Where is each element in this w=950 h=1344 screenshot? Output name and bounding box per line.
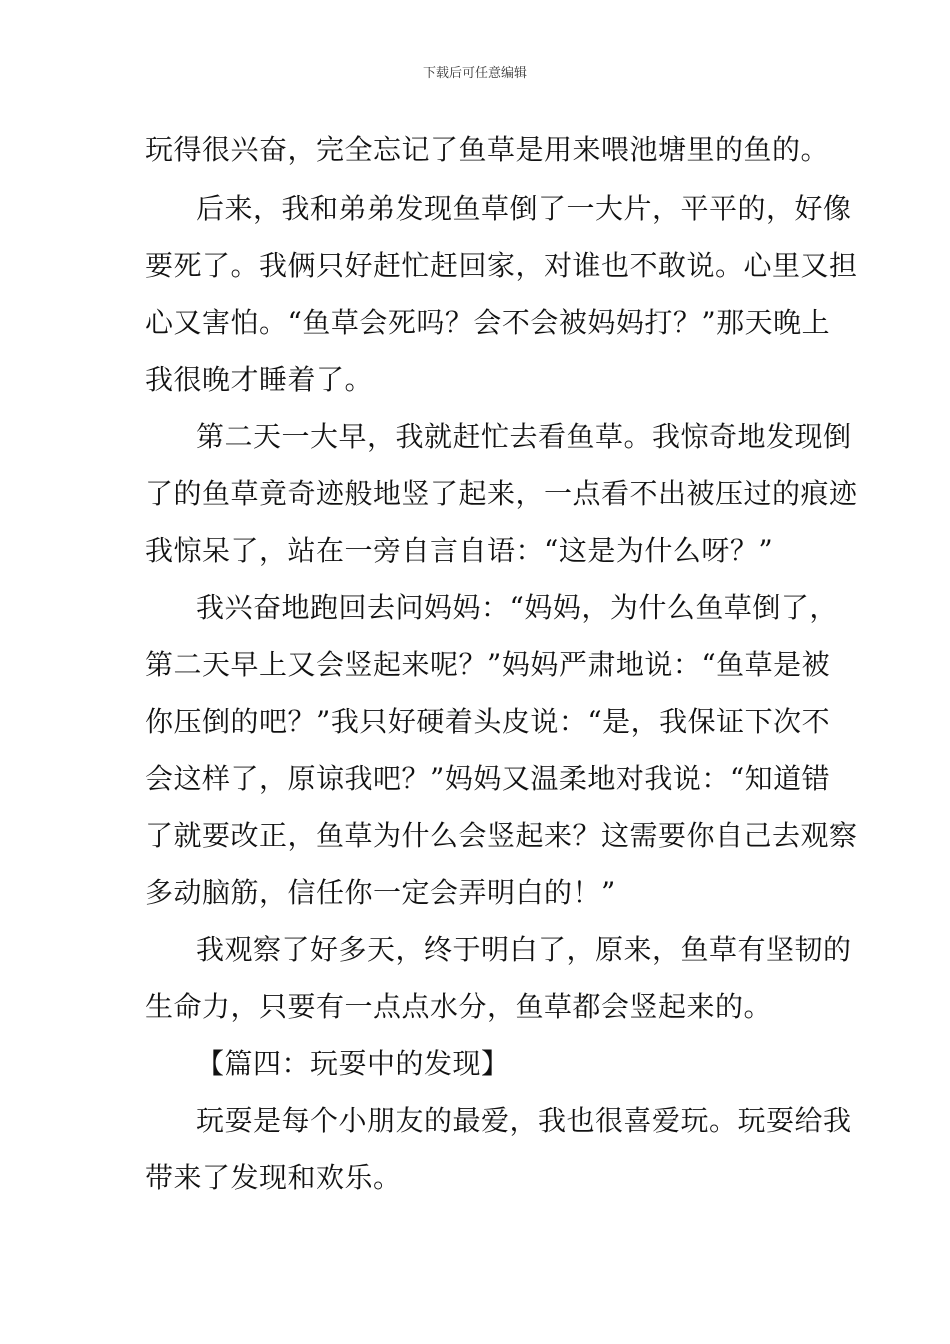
page-header: 下载后可任意编辑: [422, 66, 527, 81]
text-line: 多动脑筋，信任你一定会弄明白的！”: [145, 876, 616, 909]
text-line: 我很晚才睡着了。: [145, 363, 374, 396]
text-line: 你压倒的吧？”我只好硬着头皮说：“是，我保证下次不: [145, 705, 831, 738]
text-line: 会这样了，原谅我吧？”妈妈又温柔地对我说：“知道错: [145, 762, 831, 795]
paragraph-first-line: 玩耍是每个小朋友的最爱，我也很喜爱玩。玩耍给我: [196, 1104, 852, 1137]
text-line: 了的鱼草竟奇迹般地竖了起来，一点看不出被压过的痕迹: [145, 477, 858, 510]
text-line: 玩得很兴奋，完全忘记了鱼草是用来喂池塘里的鱼的。: [145, 133, 830, 166]
paragraph-first-line: 我观察了好多天，终于明白了，原来，鱼草有坚韧的: [196, 933, 852, 966]
paragraph-first-line: 我兴奋地跑回去问妈妈：“妈妈，为什么鱼草倒了，: [196, 591, 838, 624]
text-line: 要死了。我俩只好赶忙赶回家，对谁也不敢说。心里又担: [145, 249, 858, 282]
text-line: 第二天早上又会竖起来呢？”妈妈严肃地说：“鱼草是被: [145, 648, 831, 681]
text-line: 生命力，只要有一点点水分，鱼草都会竖起来的。: [145, 990, 773, 1023]
text-line: 心又害怕。“鱼草会死吗？会不会被妈妈打？”那天晚上: [145, 306, 831, 339]
paragraph-first-line: 第二天一大早，我就赶忙去看鱼草。我惊奇地发现倒: [196, 420, 852, 453]
text-line: 带来了发现和欢乐。: [145, 1161, 402, 1194]
text-line: 了就要改正，鱼草为什么会竖起来？这需要你自己去观察: [145, 819, 858, 852]
text-line: 我惊呆了，站在一旁自言自语：“这是为什么呀？”: [145, 534, 774, 567]
section-heading: 【篇四：玩耍中的发现】: [196, 1047, 510, 1080]
paragraph-first-line: 后来，我和弟弟发现鱼草倒了一大片，平平的，好像: [196, 192, 852, 225]
